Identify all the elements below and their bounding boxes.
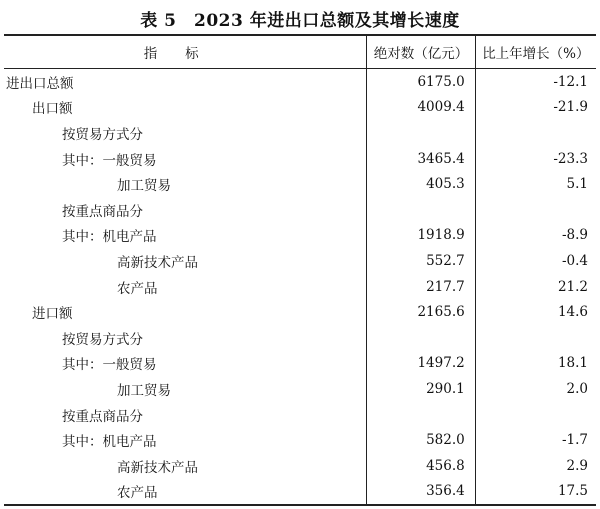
table-row bbox=[4, 479, 596, 506]
header-growth-rate: 比上年增长（%） bbox=[475, 35, 596, 69]
row-value: 3465.4 bbox=[367, 146, 475, 172]
row-value: 1918.9 bbox=[367, 223, 475, 249]
row-growth: -23.3 bbox=[475, 146, 596, 172]
row-label: 按贸易方式分 bbox=[62, 331, 143, 348]
table-row bbox=[4, 69, 596, 95]
row-label: 进口额 bbox=[32, 306, 73, 323]
row-label: 出口额 bbox=[32, 101, 73, 118]
row-value bbox=[367, 120, 475, 146]
table-row bbox=[4, 248, 596, 274]
header-row bbox=[4, 35, 596, 69]
header-absolute-value: 绝对数（亿元） bbox=[367, 35, 475, 69]
row-label: 加工贸易 bbox=[117, 178, 171, 195]
row-label: 其中：一般贸易 bbox=[62, 152, 157, 169]
row-label: 高新技术产品 bbox=[117, 459, 198, 476]
row-growth bbox=[475, 120, 596, 146]
header-indicator: 指标 bbox=[4, 35, 367, 69]
row-value: 456.8 bbox=[367, 453, 475, 479]
trade-table bbox=[4, 34, 596, 506]
row-label: 高新技术产品 bbox=[117, 254, 198, 271]
row-value: 356.4 bbox=[367, 479, 475, 506]
row-value: 6175.0 bbox=[367, 69, 475, 95]
row-label: 农产品 bbox=[4, 479, 367, 506]
table-row bbox=[4, 325, 596, 351]
table-row bbox=[4, 146, 596, 172]
table-row bbox=[4, 299, 596, 325]
row-growth: 18.1 bbox=[475, 351, 596, 377]
table-row bbox=[4, 351, 596, 377]
row-value: 582.0 bbox=[367, 427, 475, 453]
row-value: 217.7 bbox=[367, 274, 475, 300]
row-growth: 5.1 bbox=[475, 171, 596, 197]
table-row bbox=[4, 120, 596, 146]
row-label: 其中：机电产品 bbox=[62, 229, 157, 246]
row-value: 405.3 bbox=[367, 171, 475, 197]
row-growth: -8.9 bbox=[475, 223, 596, 249]
table-row bbox=[4, 197, 596, 223]
row-label: 其中：一般贸易 bbox=[62, 357, 157, 374]
row-label: 按贸易方式分 bbox=[62, 126, 143, 143]
row-value: 552.7 bbox=[367, 248, 475, 274]
row-label: 农产品 bbox=[117, 280, 158, 297]
row-label: 进出口总额 bbox=[6, 75, 74, 92]
table-row bbox=[4, 274, 596, 300]
table-row bbox=[4, 453, 596, 479]
row-growth: -0.4 bbox=[475, 248, 596, 274]
table-row bbox=[4, 223, 596, 249]
row-value: 4009.4 bbox=[367, 95, 475, 121]
table-row bbox=[4, 95, 596, 121]
row-growth bbox=[475, 197, 596, 223]
row-value: 1497.2 bbox=[367, 351, 475, 377]
row-value: 2165.6 bbox=[367, 299, 475, 325]
row-growth: 2.0 bbox=[475, 376, 596, 402]
row-value bbox=[367, 197, 475, 223]
row-label: 其中：机电产品 bbox=[62, 434, 157, 451]
row-growth: 17.5 bbox=[475, 479, 596, 506]
row-growth bbox=[475, 325, 596, 351]
row-growth: -1.7 bbox=[475, 427, 596, 453]
table-title: 表 5 2023 年进出口总额及其增长速度 bbox=[140, 11, 460, 31]
table-row bbox=[4, 402, 596, 428]
row-growth: 2.9 bbox=[475, 453, 596, 479]
row-growth: -21.9 bbox=[475, 95, 596, 121]
row-growth: 14.6 bbox=[475, 299, 596, 325]
row-value: 290.1 bbox=[367, 376, 475, 402]
row-value bbox=[367, 402, 475, 428]
table-row bbox=[4, 171, 596, 197]
row-growth: -12.1 bbox=[475, 69, 596, 95]
row-value bbox=[367, 325, 475, 351]
row-label: 按重点商品分 bbox=[62, 203, 143, 220]
row-label: 加工贸易 bbox=[117, 382, 171, 399]
table-row bbox=[4, 376, 596, 402]
row-growth: 21.2 bbox=[475, 274, 596, 300]
row-growth bbox=[475, 402, 596, 428]
table-row bbox=[4, 427, 596, 453]
row-label: 按重点商品分 bbox=[62, 408, 143, 425]
